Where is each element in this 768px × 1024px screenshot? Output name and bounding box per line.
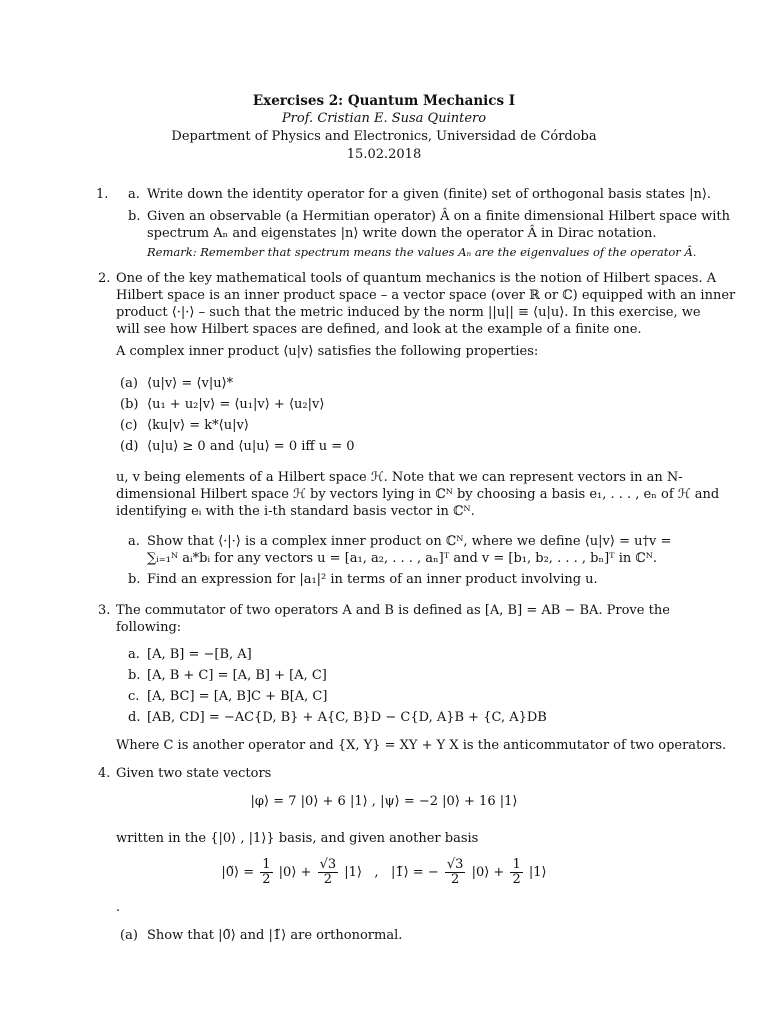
exercise-2a-line-1: Show that ⟨·|·⟩ is a complex inner product on ℂᴺ, where we define ⟨u|v⟩ = u†v =: [147, 534, 672, 549]
document-header: [0, 92, 768, 164]
exercise-2-note-line-1: u, v being elements of a Hilbert space ℋ. Note that we can represent vectors in an N-: [116, 470, 683, 485]
exercise-3b: [A, B + C] = [A, B] + [A, C]: [147, 668, 327, 683]
fraction-sqrt3-half-b: $\frac{√3}{2}$: [446, 857, 464, 887]
exercise-4-basis-text: written in the {|0⟩ , |1⟩} basis, and given another basis: [116, 831, 479, 846]
exercise-3a: [A, B] = −[B, A]: [147, 647, 252, 662]
exercise-2-intro: A complex inner product ⟨u|v⟩ satisfies the following properties:: [116, 344, 539, 359]
exercise-1a-text: Write down the identity operator for a given (finite) set of orthogonal basis states |n⟩.: [147, 187, 712, 202]
property-b-label: (b): [120, 397, 139, 412]
exercise-2-number: 2.: [98, 271, 111, 286]
exercise-3d-label: d.: [128, 710, 141, 725]
trailing-period: .: [116, 900, 121, 915]
exercise-1b-label: b.: [128, 209, 141, 224]
exercise-1b-line-1: Given an observable (a Hermitian operator) Â on a finite dimensional Hilbert space with: [147, 209, 730, 224]
exercise-1a-label: a.: [128, 187, 140, 202]
exercise-2-paragraph-line-4: will see how Hilbert spaces are defined, and look at the example of a finite one.: [116, 322, 642, 337]
exercise-3a-label: a.: [128, 647, 140, 662]
exercise-4-number: 4.: [98, 766, 111, 781]
property-c-label: (c): [120, 418, 138, 433]
ket-one-b: |1⟩: [528, 865, 547, 880]
fraction-sqrt3-half: $\frac{√3}{2}$: [319, 857, 337, 887]
exercise-3-number: 3.: [98, 603, 111, 618]
exercise-4-intro: Given two state vectors: [116, 766, 272, 781]
exercise-3b-label: b.: [128, 668, 141, 683]
exercise-2a-line-2: ∑ᵢ₌₁ᴺ aᵢ*bᵢ for any vectors u = [a₁, a₂, . . . , aₙ]ᵀ and v = [b₁, b₂, . . . , bₙ]ᵀ in ℂᴺ.: [147, 551, 658, 566]
ket-zero-b: |0⟩ +: [471, 865, 505, 880]
exercise-2-note-line-3: identifying eᵢ with the i-th standard basis vector in ℂᴺ.: [116, 504, 475, 519]
ket-zero: |0⟩ +: [278, 865, 312, 880]
exercise-2a-label: a.: [128, 534, 140, 549]
exercise-4a-label: (a): [120, 928, 138, 943]
exercise-2b-text: Find an expression for |a₁|² in terms of an inner product involving u.: [147, 572, 598, 587]
exercise-4a-text: Show that |0̃⟩ and |1̃⟩ are orthonormal.: [147, 928, 403, 943]
exercise-1-remark: Remark: Remember that spectrum means the values Aₙ are the eigenvalues of the operator Â.: [147, 245, 697, 259]
document-title: Exercises 2: Quantum Mechanics I: [252, 93, 516, 109]
exercise-2-paragraph-line-3: product ⟨·|·⟩ – such that the metric induced by the norm ||u|| ≡ ⟨u|u⟩. In this exercise, we: [116, 305, 701, 320]
date: 15.02.2018: [346, 147, 422, 162]
property-a-label: (a): [120, 376, 138, 391]
exercise-3-paragraph-line-1: The commutator of two operators A and B is defined as [A, B] = AB − BA. Prove the: [116, 603, 670, 618]
department: Department of Physics and Electronics, Universidad de Córdoba: [171, 129, 597, 144]
ket-one: |1⟩: [344, 865, 362, 880]
fraction-one-half-b: $\frac{1}{2}$: [512, 857, 521, 887]
fraction-one-half: $\frac{1}{2}$: [262, 857, 271, 887]
exercise-2-note-line-2: dimensional Hilbert space ℋ by vectors lying in ℂᴺ by choosing a basis e₁, . . . , eₙ of ℋ and: [116, 487, 720, 502]
new-basis-equation: [0, 858, 768, 887]
property-b: ⟨u₁ + u₂|v⟩ = ⟨u₁|v⟩ + ⟨u₂|v⟩: [147, 397, 325, 412]
exercise-3-paragraph-line-2: following:: [116, 620, 182, 635]
exercise-2-paragraph-line-2: Hilbert space is an inner product space – a vector space (over ℝ or ℂ) equipped with an inner: [116, 288, 736, 303]
property-c: ⟨ku|v⟩ = k*⟨u|v⟩: [147, 418, 249, 433]
tilde-zero-ket: |0̃⟩ =: [221, 865, 259, 880]
exercise-2b-label: b.: [128, 572, 141, 587]
author: Prof. Cristian E. Susa Quintero: [281, 111, 487, 126]
exercise-3d: [AB, CD] = −AC{D, B} + A{C, B}D − C{D, A}B + {C, A}DB: [147, 710, 547, 725]
exercise-1-number: 1.: [96, 187, 109, 202]
property-a: ⟨u|v⟩ = ⟨v|u⟩*: [147, 376, 234, 391]
tilde-one-ket: |1̃⟩ = −: [390, 865, 439, 880]
equation-separator: ,: [366, 865, 387, 880]
exercise-1b-line-2: spectrum Aₙ and eigenstates |n⟩ write down the operator Â in Dirac notation.: [147, 226, 657, 241]
state-vectors-equation: |φ⟩ = 7 |0⟩ + 6 |1⟩ , |ψ⟩ = −2 |0⟩ + 16 |1⟩: [250, 794, 518, 809]
exercise-3c: [A, BC] = [A, B]C + B[A, C]: [147, 689, 328, 704]
property-d: ⟨u|u⟩ ≥ 0 and ⟨u|u⟩ = 0 iff u = 0: [147, 439, 355, 454]
property-d-label: (d): [120, 439, 139, 454]
exercise-2-paragraph-line-1: One of the key mathematical tools of quantum mechanics is the notion of Hilbert spaces. A: [116, 271, 717, 286]
exercise-3-footer: Where C is another operator and {X, Y} = XY + Y X is the anticommutator of two operators.: [116, 738, 727, 753]
exercise-3c-label: c.: [128, 689, 140, 704]
